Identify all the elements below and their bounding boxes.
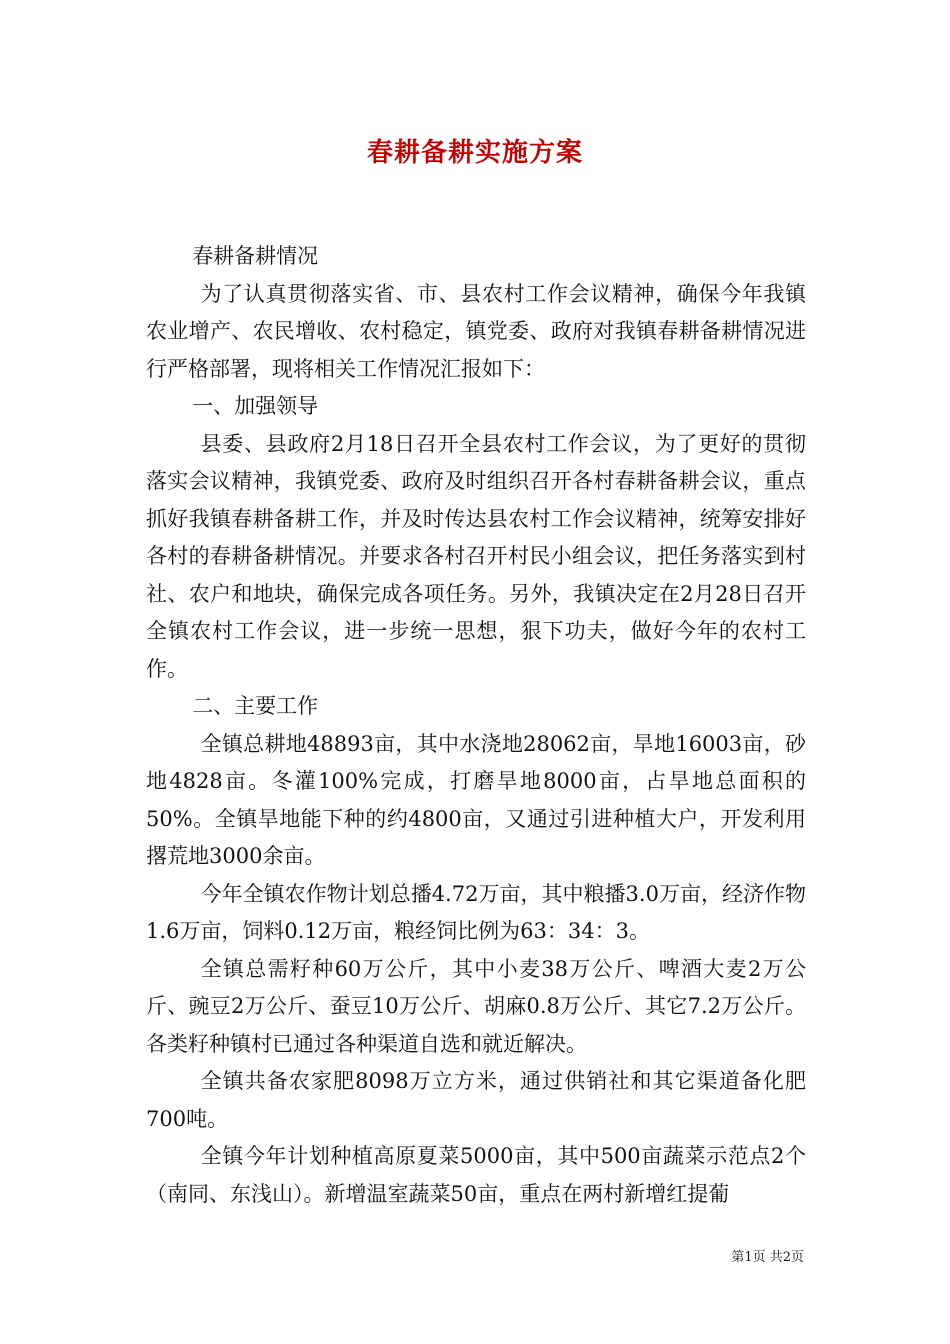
section-heading-leadership: 一、加强领导 bbox=[192, 394, 319, 418]
paragraph-farmland: 全镇总耕地48893亩，其中水浇地28062亩，旱地16003亩，砂地4828亩。冬灌100%完成，打磨旱地8000亩，占旱地总面积的50%。全镇旱地能下种的约4800亩，又通过引进种植大户，开发利用撂荒地3000余亩。 bbox=[146, 731, 806, 868]
paragraph-vegetables: 全镇今年计划种植高原夏菜5000亩，其中500亩蔬菜示范点2个（南同、东浅山）。新增温室蔬菜50亩，重点在两村新增红提葡 bbox=[146, 1144, 806, 1206]
section-intro-heading: 春耕备耕情况 bbox=[192, 244, 319, 268]
paragraph-seeds: 全镇总需籽种60万公斤，其中小麦38万公斤、啤酒大麦2万公斤、豌豆2万公斤、蚕豆10万公斤、胡麻0.8万公斤、其它7.2万公斤。各类籽种镇村已通过各种渠道自选和就近解决。 bbox=[146, 956, 806, 1056]
paragraph-fertilizer: 全镇共备农家肥8098万立方米，通过供销社和其它渠道备化肥700吨。 bbox=[146, 1069, 806, 1131]
paragraph-intro: 为了认真贯彻落实省、市、县农村工作会议精神，确保今年我镇农业增产、农民增收、农村稳定，镇党委、政府对我镇春耕备耕情况进行严格部署，现将相关工作情况汇报如下： bbox=[146, 281, 806, 381]
section-heading-main-work: 二、主要工作 bbox=[192, 694, 319, 718]
document-title: 春耕备耕实施方案 bbox=[366, 138, 583, 168]
paragraph-crop-plan: 今年全镇农作物计划总播4.72万亩，其中粮播3.0万亩，经济作物1.6万亩，饲料0.12万亩，粮经饲比例为63：34：3。 bbox=[146, 881, 806, 943]
paragraph-leadership: 县委、县政府2月18日召开全县农村工作会议，为了更好的贯彻落实会议精神，我镇党委、政府及时组织召开各村春耕备耕会议，重点抓好我镇春耕备耕工作，并及时传达县农村工作会议精神，统筹安排好各村的春耕备耕情况。并要求各村召开村民小组会议，把任务落实到村社、农户和地块，确保完成各项任务。另外，我镇决定在2月28日召开全镇农村工作会议，进一步统一思想，狠下功夫，做好今年的农村工作。 bbox=[146, 431, 806, 681]
document-body bbox=[146, 238, 806, 1213]
page-number-footer: 第1页 共2页 bbox=[731, 1250, 804, 1265]
